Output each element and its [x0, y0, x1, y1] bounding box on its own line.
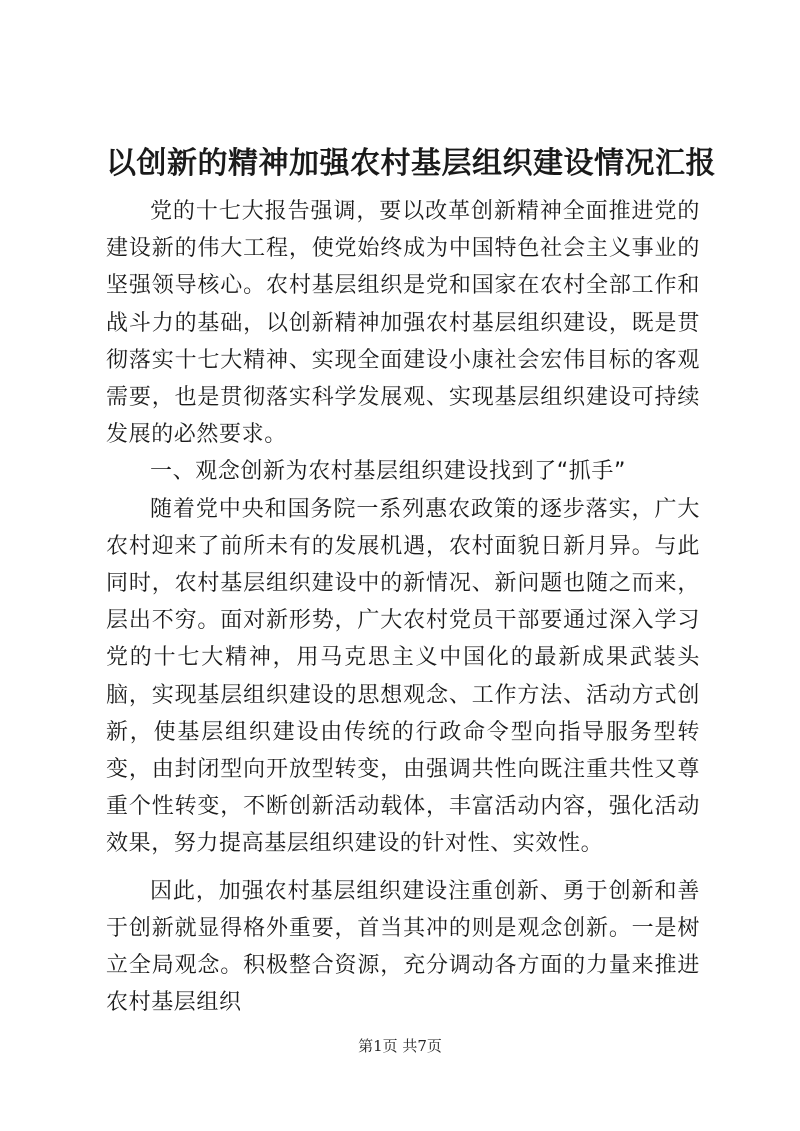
paragraph-body: 随着党中央和国务院一系列惠农政策的逐步落实，广大农村迎来了前所未有的发展机遇，农村面貌日新月异。与此同时，农村基层组织建设中的新情况、新问题也随之而来，层出不穷。面对新形势，广大农村党员干部要通过深入学习党的十七大精神，用马克思主义中国化的最新成果武装头脑，实现基层组织建设的思想观念、工作方法、活动方式创新，使基层组织建设由传统的行政命令型向指导服务型转变，由封闭型向开放型转变，由强调共性向既注重共性又尊重个性转变，不断创新活动载体，丰富活动内容，强化活动效果，努力提高基层组织建设的针对性、实效性。	[106, 496, 700, 857]
document-body	[106, 193, 700, 1021]
paragraph-intro: 党的十七大报告强调，要以改革创新精神全面推进党的建设新的伟大工程，使党始终成为中国特色社会主义事业的坚强领导核心。农村基层组织是党和国家在农村全部工作和战斗力的基础，以创新精神加强农村基层组织建设，既是贯彻落实十七大精神、实现全面建设小康社会宏伟目标的客观需要，也是贯彻落实科学发展观、实现基层组织建设可持续发展的必然要求。	[106, 199, 700, 448]
section-heading: 一、观念创新为农村基层组织建设找到了“抓手”	[150, 459, 626, 485]
paragraph-continued: 因此，加强农村基层组织建设注重创新、勇于创新和善于创新就显得格外重要，首当其冲的则是观念创新。一是树立全局观念。积极整合资源，充分调动各方面的力量来推进农村基层组织	[106, 878, 700, 1016]
page-footer: 第1页 共7页	[358, 1037, 442, 1055]
document-title: 以创新的精神加强农村基层组织建设情况汇报	[106, 146, 716, 181]
